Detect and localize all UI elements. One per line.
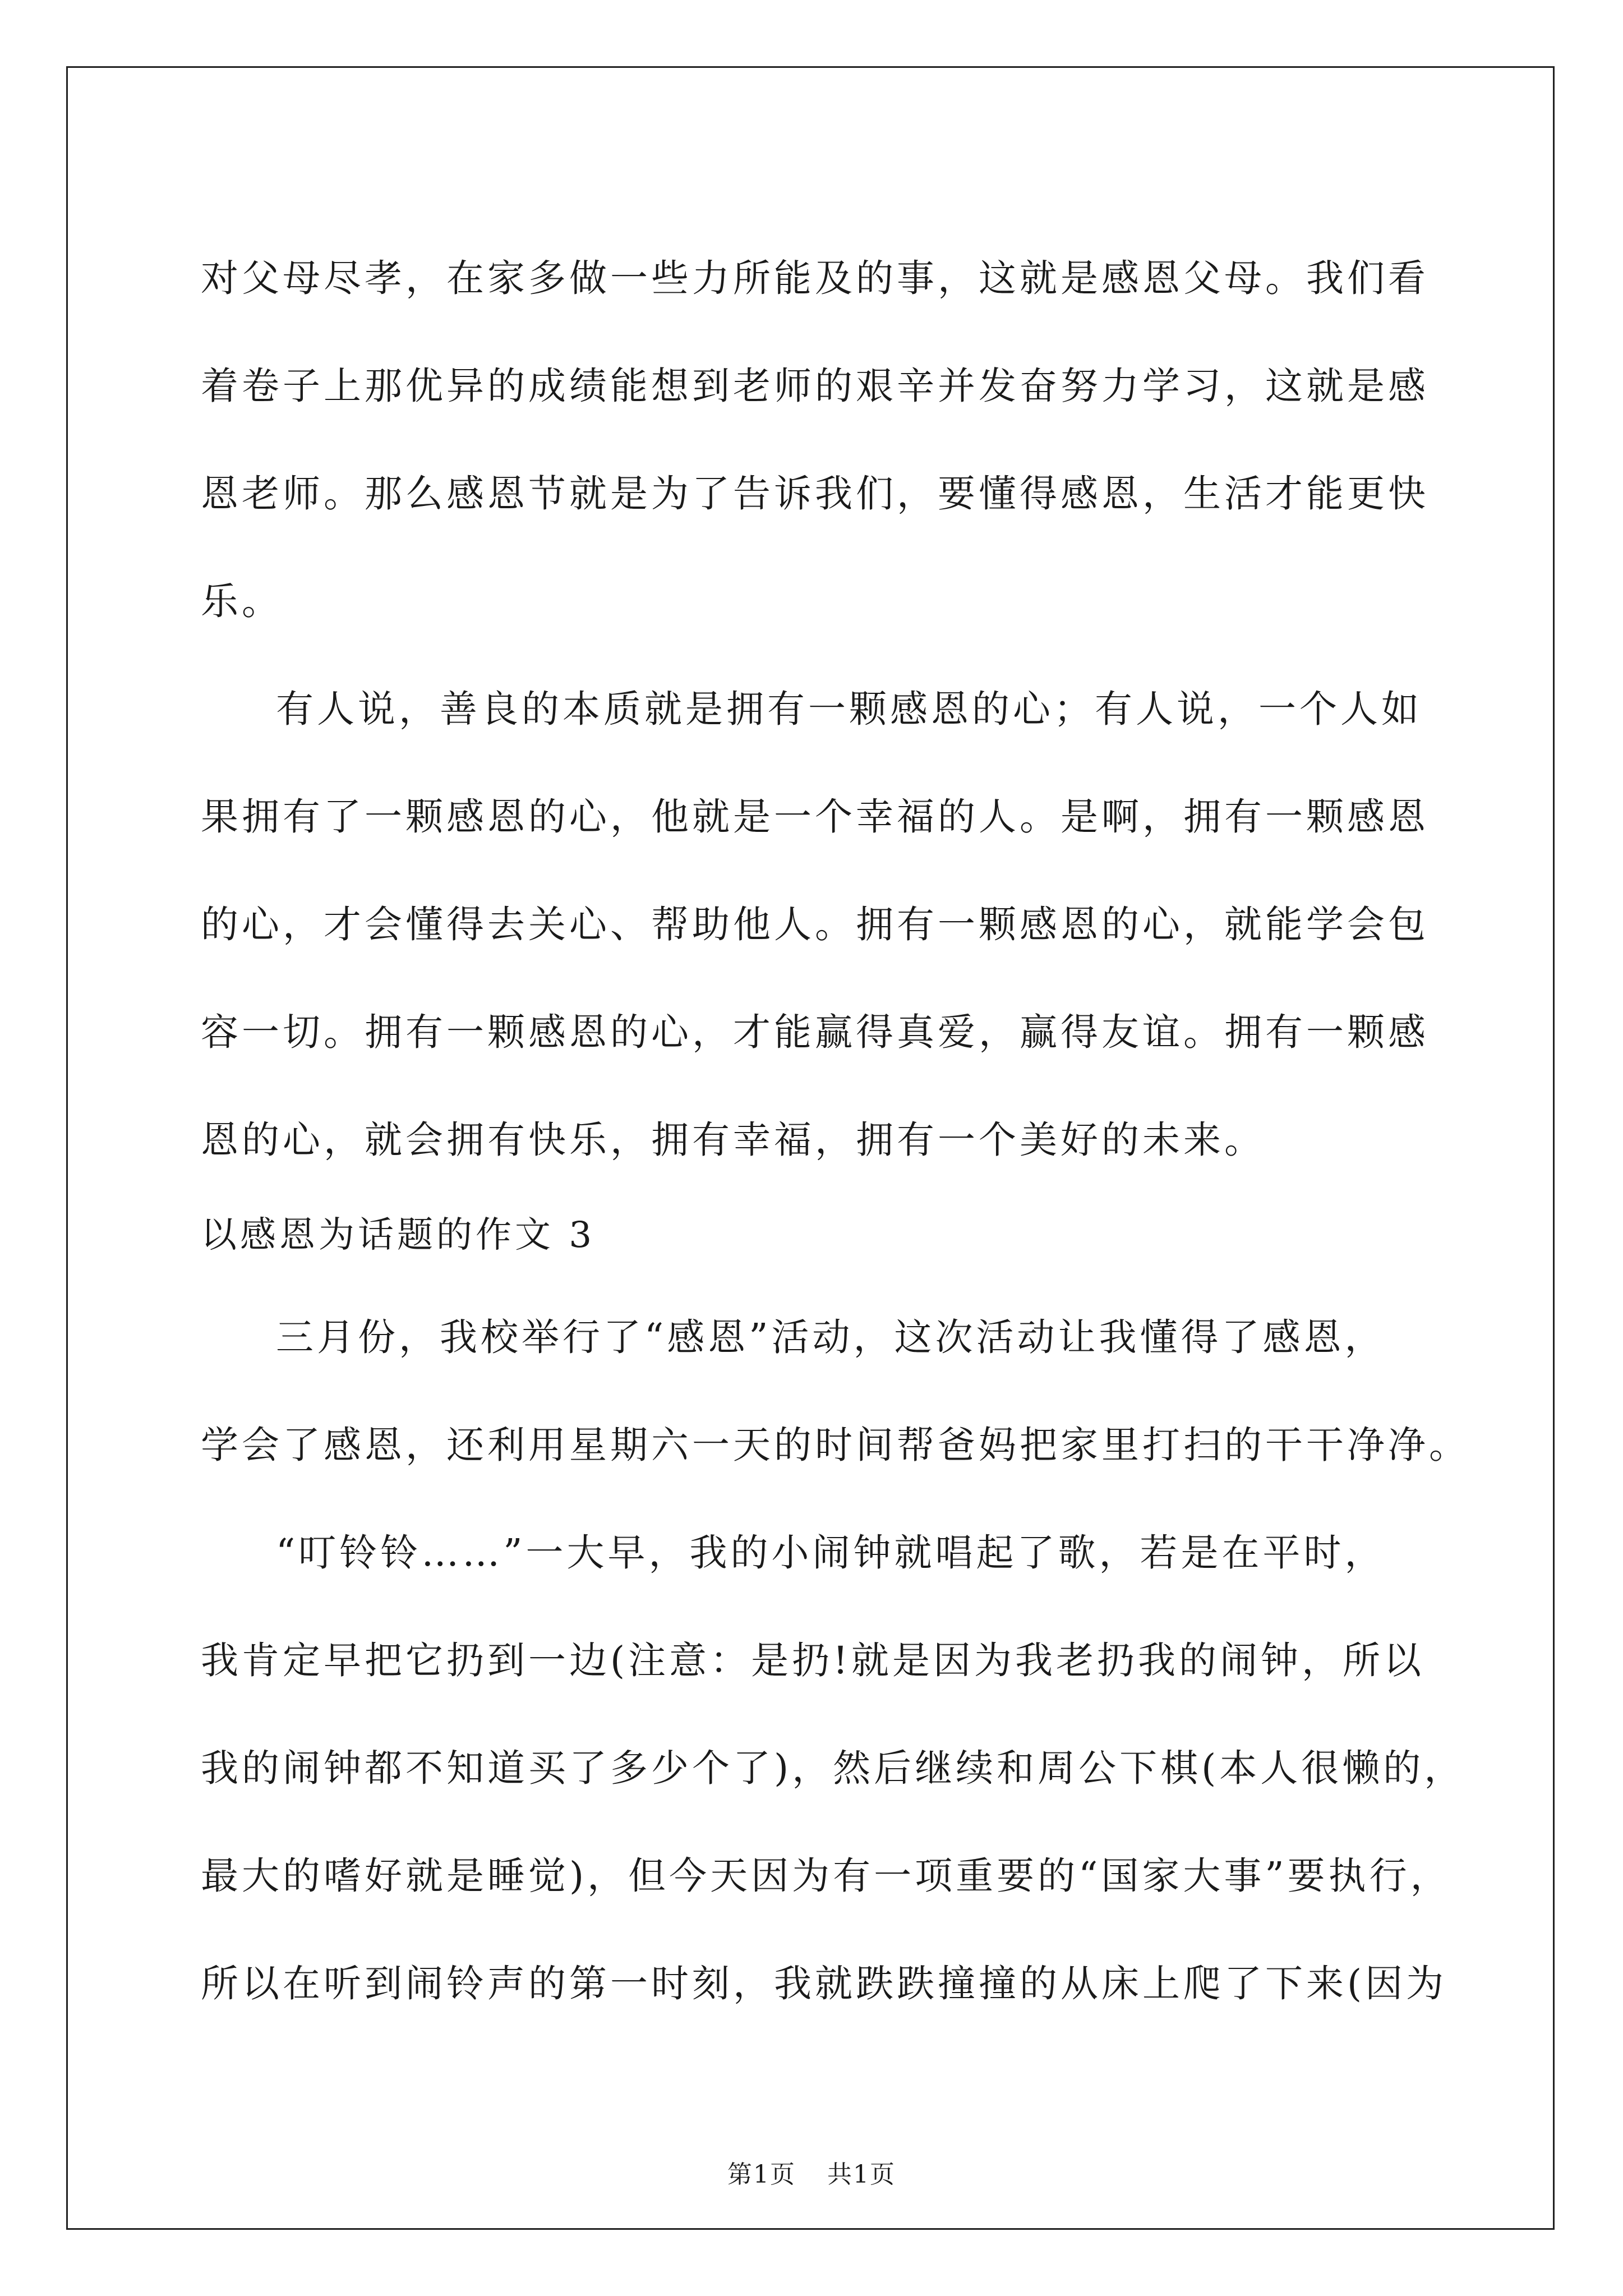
page-total: 共1页 bbox=[827, 2160, 896, 2189]
text-line: “叮铃铃……”一大早，我的小闹钟就唱起了歌，若是在平时， bbox=[276, 1531, 1386, 1575]
text-line: 容一切。拥有一颗感恩的心，才能赢得真爱，赢得友谊。拥有一颗感 bbox=[201, 1010, 1429, 1054]
text-line: 学会了感恩，还利用星期六一天的时间帮爸妈把家里打扫的干干净净。 bbox=[201, 1423, 1470, 1467]
page-number: 第1页 bbox=[727, 2160, 796, 2189]
text-line: 最大的嗜好就是睡觉)，但今天因为有一项重要的“国家大事”要执行， bbox=[201, 1854, 1451, 1898]
paragraph-1 bbox=[201, 224, 1435, 655]
text-line: 乐。 bbox=[201, 579, 283, 623]
text-line: 有人说，善良的本质就是拥有一颗感恩的心；有人说，一个人如 bbox=[276, 687, 1422, 731]
paragraph-2 bbox=[201, 655, 1435, 1194]
text-line: 着卷子上那优异的成绩能想到老师的艰辛并发奋努力学习，这就是感 bbox=[201, 364, 1429, 408]
text-line: 我的闹钟都不知道买了多少个了)，然后继续和周公下棋(本人很懒的， bbox=[201, 1746, 1465, 1790]
page-footer bbox=[0, 2154, 1623, 2190]
text-line: 对父母尽孝，在家多做一些力所能及的事，这就是感恩父母。我们看 bbox=[201, 256, 1429, 300]
paragraph-3 bbox=[201, 1283, 1470, 1499]
text-line: 恩老师。那么感恩节就是为了告诉我们，要懂得感恩，生活才能更快 bbox=[201, 472, 1429, 516]
text-line: 果拥有了一颗感恩的心，他就是一个幸福的人。是啊，拥有一颗感恩 bbox=[201, 795, 1429, 839]
section-heading: 以感恩为话题的作文 3 bbox=[201, 1214, 596, 1256]
paragraph-4 bbox=[201, 1499, 1465, 2037]
text-line: 的心，才会懂得去关心、帮助他人。拥有一颗感恩的心，就能学会包 bbox=[201, 903, 1429, 946]
text-line: 所以在听到闹铃声的第一时刻，我就跌跌撞撞的从床上爬了下来(因为 bbox=[201, 1962, 1447, 2005]
text-line: 三月份，我校举行了“感恩”活动，这次活动让我懂得了感恩， bbox=[276, 1315, 1386, 1359]
text-line: 恩的心，就会拥有快乐，拥有幸福，拥有一个美好的未来。 bbox=[201, 1118, 1265, 1162]
document-body bbox=[201, 224, 1470, 2037]
text-line: 我肯定早把它扔到一边(注意：是扔!就是因为我老扔我的闹钟，所以 bbox=[201, 1639, 1425, 1682]
